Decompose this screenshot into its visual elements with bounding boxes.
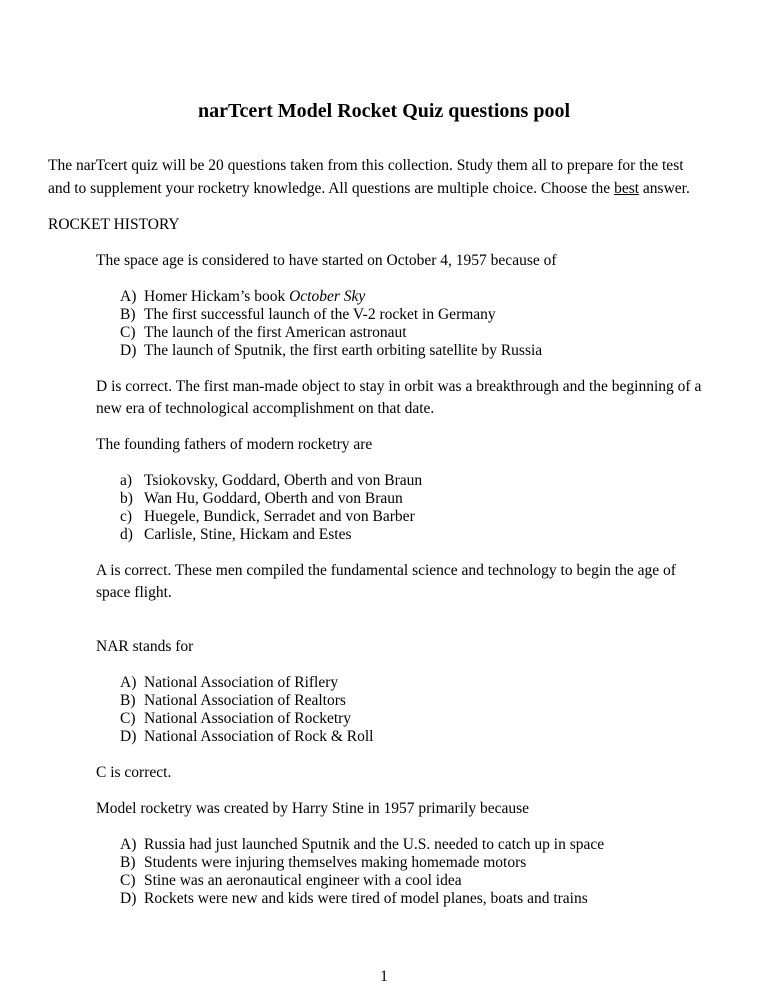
page-number: 1 <box>380 968 388 985</box>
option-text: Huegele, Bundick, Serradet and von Barber <box>144 508 415 525</box>
option-text: National Association of Realtors <box>144 692 346 709</box>
intro-text: and to supplement your rocketry knowledge. All questions are multiple choice. Choose the <box>48 180 615 197</box>
page-title: narTcert Model Rocket Quiz questions pool <box>197 100 571 122</box>
intro-text-end: answer. <box>639 180 690 197</box>
option-text: The launch of the first American astronaut <box>144 324 407 341</box>
option <box>120 692 346 710</box>
option <box>120 490 403 508</box>
option-text: Carlisle, Stine, Hickam and Estes <box>144 526 352 543</box>
option <box>120 854 526 872</box>
option-text: The launch of Sputnik, the first earth orbiting satellite by Russia <box>144 342 543 359</box>
option-letter: c) <box>120 508 133 525</box>
option-text: Wan Hu, Goddard, Oberth and von Braun <box>144 490 403 507</box>
option-text: Homer Hickam’s book <box>144 288 290 305</box>
option-letter: b) <box>120 490 133 507</box>
option-text: Rockets were new and kids were tired of model planes, boats and trains <box>144 890 588 907</box>
option-letter: A) <box>120 836 137 853</box>
option <box>120 526 352 544</box>
answer-2-line-1: A is correct. These men compiled the fundamental science and technology to begin the age of <box>96 562 676 579</box>
question-2: The founding fathers of modern rocketry are <box>96 436 373 453</box>
option <box>120 342 542 360</box>
section-heading: ROCKET HISTORY <box>48 216 180 233</box>
option-letter: B) <box>120 306 136 323</box>
option-letter: B) <box>120 854 136 871</box>
option <box>120 710 351 728</box>
option-letter: a) <box>120 472 133 489</box>
question-3: NAR stands for <box>96 638 194 655</box>
option-letter: D) <box>120 342 137 359</box>
option-letter: D) <box>120 890 137 907</box>
option-letter: C) <box>120 872 136 889</box>
option-text: National Association of Rocketry <box>144 710 352 727</box>
option-text: National Association of Rock & Roll <box>144 728 374 745</box>
option <box>120 728 373 746</box>
option-letter: B) <box>120 692 136 709</box>
intro-line-1: The narTcert quiz will be 20 questions taken from this collection. Study them all to prepare for the test <box>48 157 684 174</box>
option <box>120 324 407 342</box>
option-letter: C) <box>120 324 136 341</box>
option-text: Stine was an aeronautical engineer with a cool idea <box>144 872 462 889</box>
option-letter: A) <box>120 674 137 691</box>
intro-emphasis: best <box>614 180 640 197</box>
answer-1-line-1: D is correct. The first man-made object to stay in orbit was a breakthrough and the beginning of a <box>96 378 702 395</box>
option-book-title: October Sky <box>289 288 366 305</box>
answer-1-line-2: new era of technological accomplishment on that date. <box>96 400 435 417</box>
answer-2-line-2: space flight. <box>96 584 172 601</box>
option-text: Tsiokovsky, Goddard, Oberth and von Braun <box>144 472 423 489</box>
option-letter: A) <box>120 288 137 305</box>
option-text: Students were injuring themselves making homemade motors <box>144 854 527 871</box>
option <box>120 508 415 526</box>
option <box>120 288 365 306</box>
option-text: National Association of Riflery <box>144 674 339 691</box>
option <box>120 872 462 890</box>
option-letter: d) <box>120 526 133 543</box>
option <box>120 472 422 490</box>
answer-3: C is correct. <box>96 764 172 781</box>
option-text: The first successful launch of the V-2 rocket in Germany <box>144 306 496 323</box>
option-text: Russia had just launched Sputnik and the U.S. needed to catch up in space <box>144 836 605 853</box>
option <box>120 674 338 692</box>
option-letter: D) <box>120 728 137 745</box>
option <box>120 836 604 854</box>
option-letter: C) <box>120 710 136 727</box>
option <box>120 306 496 324</box>
option <box>120 890 588 908</box>
intro-line-2 <box>48 180 690 198</box>
question-1: The space age is considered to have started on October 4, 1957 because of <box>96 252 557 269</box>
question-4: Model rocketry was created by Harry Stine in 1957 primarily because <box>96 800 529 817</box>
